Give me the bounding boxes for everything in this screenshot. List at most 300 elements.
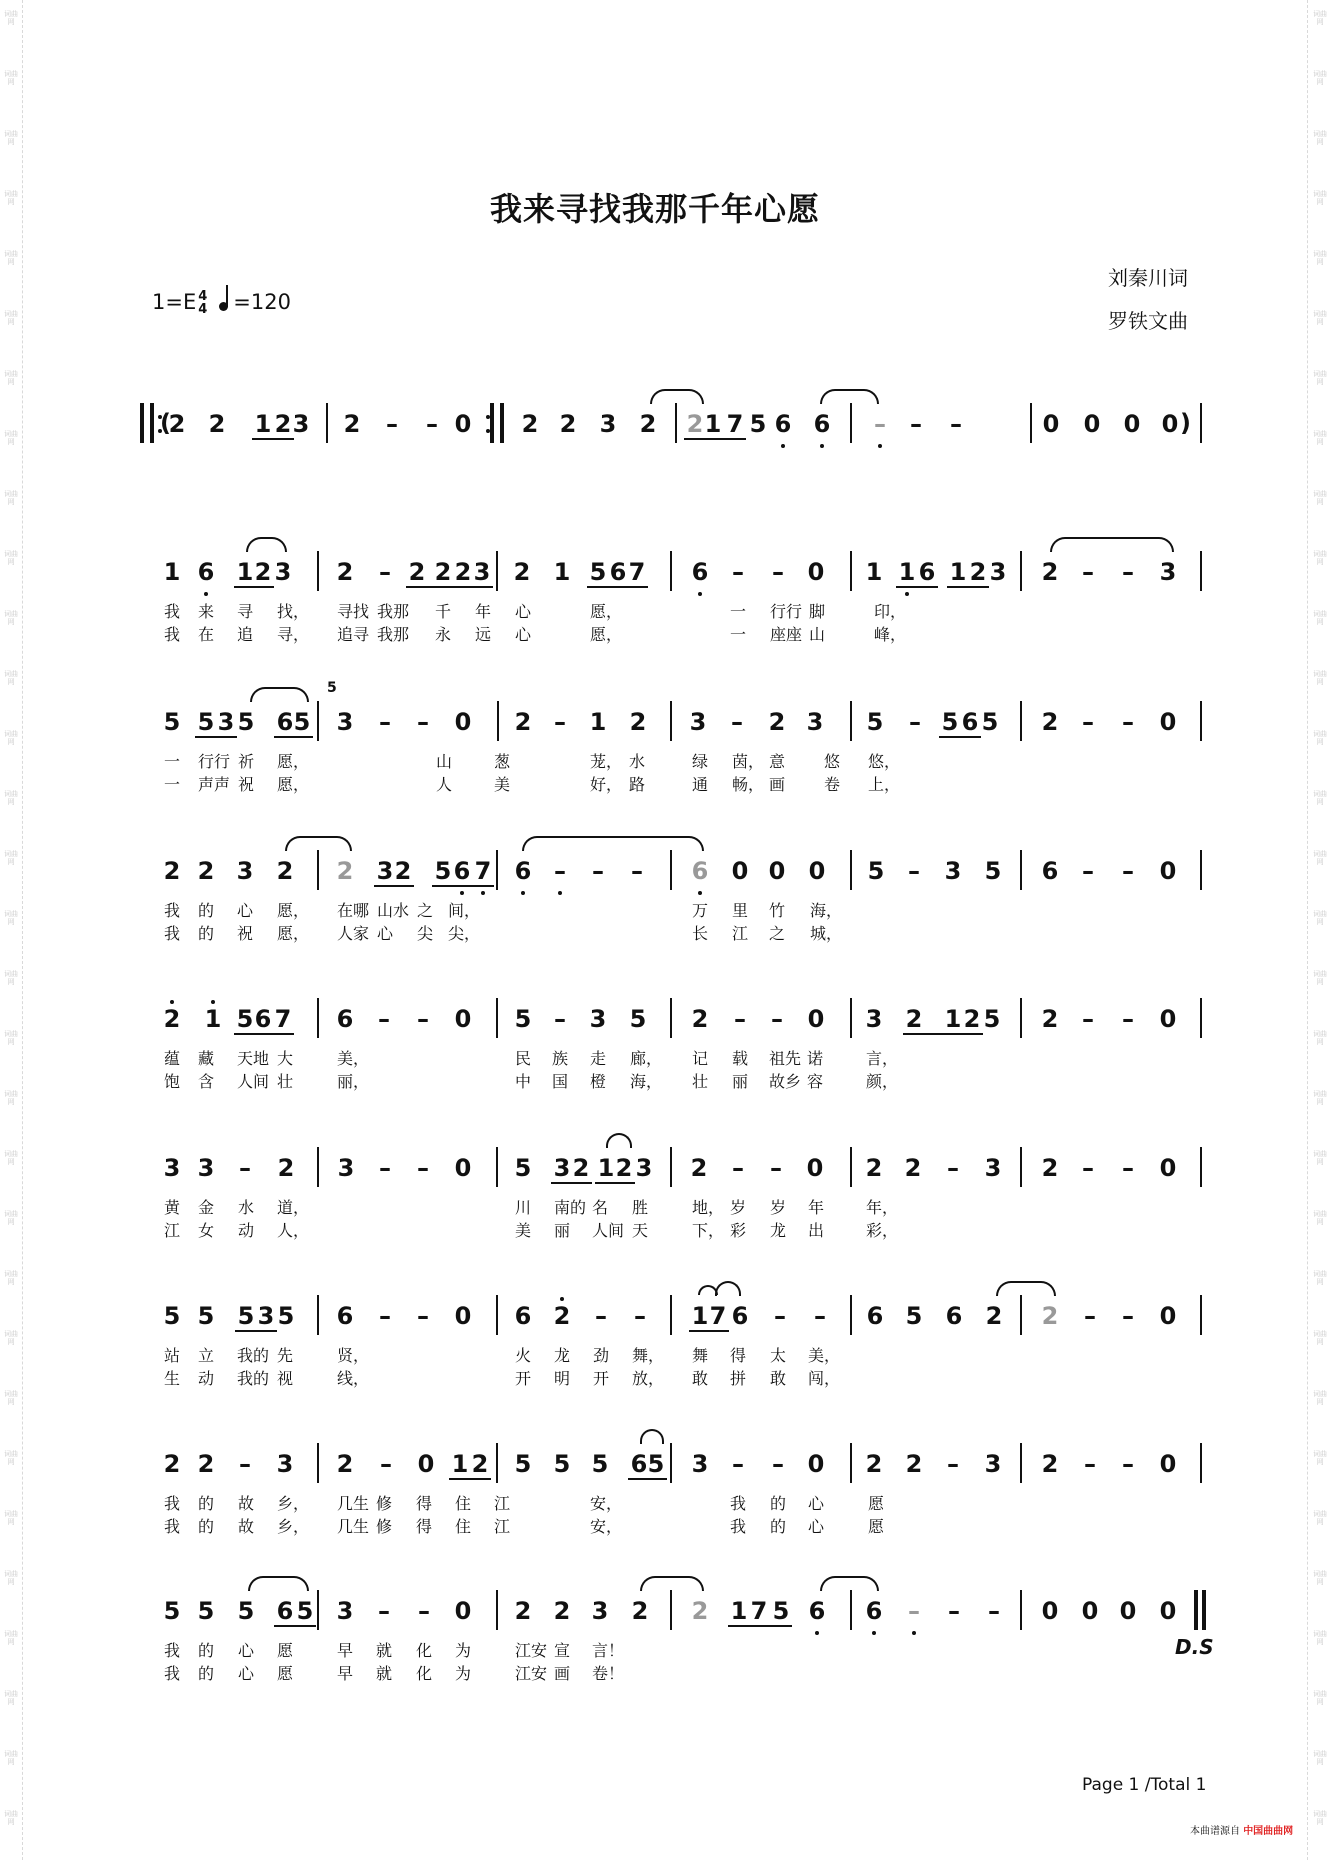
lyric-syllable: 尖， bbox=[448, 924, 481, 943]
lyric-syllable: 视 bbox=[277, 1369, 294, 1388]
lyric-syllable: 祝 bbox=[237, 924, 254, 943]
lyric-syllable: 生 bbox=[164, 1369, 181, 1388]
lyric-syllable: 上， bbox=[868, 775, 901, 794]
bar-line bbox=[1020, 850, 1022, 890]
lyric-syllable: 路 bbox=[629, 775, 646, 794]
watermark-text: 词曲网 bbox=[1313, 310, 1327, 326]
note: – bbox=[417, 1302, 429, 1330]
note: – bbox=[1082, 708, 1094, 736]
lyric-syllable: 祈 bbox=[238, 752, 255, 771]
lyric-syllable: 修 bbox=[376, 1517, 393, 1536]
bar-line bbox=[670, 850, 672, 890]
note: – bbox=[417, 1005, 429, 1033]
lyric-syllable: 龙 bbox=[554, 1346, 571, 1365]
bar-line bbox=[317, 701, 319, 741]
lyric-syllable: 得 bbox=[730, 1346, 747, 1365]
note: 7 bbox=[628, 558, 646, 586]
watermark-text: 词曲网 bbox=[1313, 1630, 1327, 1646]
lyric-syllable: 住 bbox=[455, 1494, 472, 1513]
lyric-syllable: 舞 bbox=[692, 1346, 709, 1365]
lower-octave-dot bbox=[912, 1631, 916, 1635]
note: – bbox=[417, 708, 429, 736]
lyric-syllable: 记 bbox=[692, 1049, 709, 1068]
lyric-syllable: 壮 bbox=[277, 1072, 294, 1091]
note: 7 bbox=[726, 410, 744, 438]
note: 2 bbox=[969, 558, 987, 586]
note: 3 bbox=[217, 708, 235, 736]
watermark-text: 词曲网 bbox=[4, 1510, 18, 1526]
note: 1 bbox=[865, 558, 883, 586]
note: 2 bbox=[1041, 1154, 1059, 1182]
note: 0 bbox=[1159, 1450, 1177, 1478]
note: 2 bbox=[336, 558, 354, 586]
lyric-syllable: 的 bbox=[198, 1664, 215, 1683]
lyric-syllable: 出 bbox=[808, 1221, 825, 1240]
note: – bbox=[1084, 1450, 1096, 1478]
lyric-syllable: 故乡 bbox=[769, 1072, 802, 1091]
bar-line bbox=[1200, 998, 1202, 1038]
note: 0 bbox=[454, 708, 472, 736]
bar-line bbox=[317, 1295, 319, 1335]
note: 2 bbox=[471, 1450, 489, 1478]
note: 2 bbox=[343, 410, 361, 438]
time-signature bbox=[198, 290, 207, 316]
beam-underline bbox=[234, 1033, 294, 1035]
bar-line bbox=[1200, 701, 1202, 741]
note: 3 bbox=[473, 558, 491, 586]
note: 5 bbox=[296, 1597, 314, 1625]
bar-line bbox=[1020, 1443, 1022, 1483]
bar-line bbox=[670, 1590, 672, 1630]
note: – bbox=[1122, 857, 1134, 885]
ds-mark: D.S bbox=[1175, 1635, 1214, 1659]
lyric-syllable: 人间 bbox=[237, 1072, 270, 1091]
note: 5 bbox=[277, 1302, 295, 1330]
watermark-text: 词曲网 bbox=[1313, 850, 1327, 866]
lyric-syllable: 一 bbox=[164, 775, 181, 794]
note: 6 bbox=[813, 410, 831, 438]
note: 3 bbox=[984, 1154, 1002, 1182]
lyric-syllable: 中 bbox=[515, 1072, 532, 1091]
note: 0 bbox=[417, 1450, 435, 1478]
lyric-syllable: 住 bbox=[455, 1517, 472, 1536]
note: – bbox=[1082, 558, 1094, 586]
lyric-syllable: 国 bbox=[552, 1072, 569, 1091]
lyric-syllable: 心 bbox=[515, 625, 532, 644]
note: 2 bbox=[639, 410, 657, 438]
tie-slur bbox=[250, 687, 309, 702]
lower-octave-dot bbox=[815, 1631, 819, 1635]
lyric-syllable: 在哪 bbox=[337, 901, 370, 920]
lyric-syllable: 乡， bbox=[277, 1517, 310, 1536]
lyric-syllable: 我 bbox=[164, 1641, 181, 1660]
lyric-syllable: 太 bbox=[770, 1346, 787, 1365]
lyric-syllable: 行行 bbox=[198, 752, 231, 771]
note: 2 bbox=[904, 1154, 922, 1182]
bar-line bbox=[317, 1147, 319, 1187]
watermark-text: 词曲网 bbox=[4, 1270, 18, 1286]
note: 2 bbox=[521, 410, 539, 438]
lyric-syllable: 愿， bbox=[590, 625, 623, 644]
lyric-syllable: 丽 bbox=[732, 1072, 749, 1091]
note: 1 bbox=[691, 1302, 709, 1330]
note: 3 bbox=[689, 708, 707, 736]
lyric-syllable: 开 bbox=[515, 1369, 532, 1388]
note: 3 bbox=[589, 1005, 607, 1033]
bar-line bbox=[500, 403, 504, 443]
note: 0 bbox=[454, 1154, 472, 1182]
note: 2 bbox=[1041, 1005, 1059, 1033]
lyric-syllable: 闯， bbox=[808, 1369, 841, 1388]
note: 0 bbox=[807, 1450, 825, 1478]
note: 0 bbox=[1159, 1597, 1177, 1625]
lyric-syllable: 开 bbox=[593, 1369, 610, 1388]
note: 6 bbox=[918, 558, 936, 586]
note: 3 bbox=[691, 1450, 709, 1478]
note: – bbox=[1122, 1302, 1134, 1330]
note: 0 bbox=[1041, 1597, 1059, 1625]
bar-line bbox=[496, 1295, 498, 1335]
lyric-syllable: 愿， bbox=[277, 775, 310, 794]
bar-line bbox=[496, 1443, 498, 1483]
note: 3 bbox=[635, 1154, 653, 1182]
lyric-syllable: 来 bbox=[198, 602, 215, 621]
note: – bbox=[1082, 857, 1094, 885]
note: – bbox=[239, 1450, 251, 1478]
lyric-syllable: 卷 bbox=[824, 775, 841, 794]
beam-underline bbox=[551, 1182, 592, 1184]
bar-line bbox=[317, 1443, 319, 1483]
lyric-syllable: 行行 bbox=[770, 602, 803, 621]
watermark-text: 词曲网 bbox=[4, 1210, 18, 1226]
note: 5 bbox=[981, 708, 999, 736]
lyric-syllable: 丽， bbox=[337, 1072, 370, 1091]
note: 0 bbox=[731, 857, 749, 885]
note: 6 bbox=[774, 410, 792, 438]
lyric-syllable: 我的 bbox=[237, 1346, 270, 1365]
note: 2 bbox=[629, 708, 647, 736]
lyric-syllable: 之 bbox=[417, 901, 434, 920]
note: 5 bbox=[647, 1450, 665, 1478]
note: – bbox=[378, 1597, 390, 1625]
bar-line bbox=[850, 998, 852, 1038]
lyric-syllable: 年， bbox=[866, 1198, 899, 1217]
note: 7 bbox=[474, 857, 492, 885]
lyric-syllable: 寻 bbox=[237, 602, 254, 621]
lyric-syllable: 永 bbox=[435, 625, 452, 644]
watermark-text: 词曲网 bbox=[4, 910, 18, 926]
watermark-text: 词曲网 bbox=[4, 550, 18, 566]
watermark-text: 词曲网 bbox=[1313, 1390, 1327, 1406]
tie-slur bbox=[606, 1133, 632, 1148]
lyric-syllable: 几生 bbox=[337, 1494, 370, 1513]
lyric-syllable: 的 bbox=[770, 1517, 787, 1536]
note: 3 bbox=[944, 857, 962, 885]
note: 1 bbox=[704, 410, 722, 438]
note: – bbox=[554, 857, 566, 885]
note: 6 bbox=[514, 1302, 532, 1330]
lyric-syllable: 美 bbox=[515, 1221, 532, 1240]
lyric-syllable: 江 bbox=[164, 1221, 181, 1240]
bar-line bbox=[1020, 701, 1022, 741]
watermark-text: 词曲网 bbox=[1313, 610, 1327, 626]
tie-slur bbox=[522, 836, 704, 851]
note: – bbox=[379, 708, 391, 736]
lyric-syllable: 愿， bbox=[277, 901, 310, 920]
lyric-syllable: 乡， bbox=[277, 1494, 310, 1513]
note: – bbox=[378, 1005, 390, 1033]
note: 5 bbox=[163, 1597, 181, 1625]
note: 3 bbox=[274, 558, 292, 586]
watermark-text: 词曲网 bbox=[4, 670, 18, 686]
upper-octave-dot bbox=[211, 1000, 215, 1004]
beam-underline bbox=[939, 736, 981, 738]
lyric-syllable: 动 bbox=[198, 1369, 215, 1388]
watermark-text: 词曲网 bbox=[4, 1750, 18, 1766]
note: 2 bbox=[905, 1450, 923, 1478]
lyric-syllable: 追寻 bbox=[337, 625, 370, 644]
lyric-syllable: 心 bbox=[377, 924, 394, 943]
bar-line bbox=[1020, 1295, 1022, 1335]
bar-line bbox=[490, 403, 494, 443]
lyric-syllable: 在 bbox=[198, 625, 215, 644]
watermark-text: 词曲网 bbox=[4, 730, 18, 746]
watermark-text: 词曲网 bbox=[1313, 1810, 1327, 1826]
note: 6 bbox=[336, 1302, 354, 1330]
note: 3 bbox=[336, 708, 354, 736]
note: 5 bbox=[163, 1302, 181, 1330]
lyric-syllable: 寻找 bbox=[337, 602, 370, 621]
lyric-syllable: 川 bbox=[515, 1198, 532, 1217]
note: – bbox=[732, 1154, 744, 1182]
note: – bbox=[379, 1154, 391, 1182]
note: – bbox=[1122, 1005, 1134, 1033]
lyric-syllable: 得 bbox=[416, 1517, 433, 1536]
beam-underline bbox=[406, 586, 454, 588]
note: 5 bbox=[941, 708, 959, 736]
tie-slur bbox=[285, 836, 352, 851]
lower-octave-dot bbox=[558, 891, 562, 895]
lyric-syllable: 祝 bbox=[238, 775, 255, 794]
lower-octave-dot bbox=[872, 1631, 876, 1635]
lyric-syllable: 找， bbox=[277, 602, 310, 621]
beam-underline bbox=[234, 586, 274, 588]
watermark-text: 词曲网 bbox=[1313, 1090, 1327, 1106]
beam-underline bbox=[452, 586, 493, 588]
lyric-syllable: 龙 bbox=[770, 1221, 787, 1240]
watermark-text: 词曲网 bbox=[1313, 190, 1327, 206]
note: 2 bbox=[865, 1450, 883, 1478]
bar-line bbox=[850, 551, 852, 591]
lyric-syllable: 海， bbox=[630, 1072, 663, 1091]
note: 2 bbox=[514, 708, 532, 736]
note: – bbox=[1084, 1302, 1096, 1330]
note: 1 bbox=[204, 1005, 222, 1033]
note: 2 bbox=[1041, 708, 1059, 736]
note: 1 bbox=[163, 558, 181, 586]
note: 2 bbox=[985, 1302, 1003, 1330]
beam-underline bbox=[274, 1625, 316, 1627]
lyric-syllable: 声声 bbox=[198, 775, 231, 794]
note: 0 bbox=[1119, 1597, 1137, 1625]
note: 2 bbox=[408, 558, 426, 586]
lyric-syllable: 脚 bbox=[809, 602, 826, 621]
note: 6 bbox=[1041, 857, 1059, 885]
note: – bbox=[988, 1597, 1000, 1625]
note: 3 bbox=[337, 1154, 355, 1182]
repeat-dot bbox=[486, 415, 490, 419]
note: 3 bbox=[163, 1154, 181, 1182]
note: 5 bbox=[514, 1154, 532, 1182]
watermark-text: 词曲网 bbox=[1313, 1330, 1327, 1346]
watermark-text: 词曲网 bbox=[1313, 1450, 1327, 1466]
bar-line bbox=[1202, 1590, 1206, 1630]
note: 6 bbox=[453, 857, 471, 885]
note: 1 bbox=[949, 558, 967, 586]
watermark-text: 词曲网 bbox=[4, 610, 18, 626]
lyric-syllable: 立 bbox=[198, 1346, 215, 1365]
note: – bbox=[1122, 708, 1134, 736]
watermark-text: 词曲网 bbox=[1313, 550, 1327, 566]
note: 2 bbox=[208, 410, 226, 438]
note: 2 bbox=[690, 1154, 708, 1182]
watermark-text: 词曲网 bbox=[1313, 1030, 1327, 1046]
lyric-syllable: 饱 bbox=[164, 1072, 181, 1091]
note: – bbox=[909, 708, 921, 736]
beam-underline bbox=[595, 1182, 635, 1184]
lower-octave-dot bbox=[481, 891, 485, 895]
lyric-syllable: 心 bbox=[515, 602, 532, 621]
watermark-text: 词曲网 bbox=[1313, 670, 1327, 686]
lyric-syllable: 化 bbox=[416, 1664, 433, 1683]
note: 6 bbox=[514, 857, 532, 885]
lyric-syllable: 敢 bbox=[692, 1369, 709, 1388]
bar-line bbox=[140, 403, 144, 443]
bar-line bbox=[150, 403, 154, 443]
watermark-text: 词曲网 bbox=[1313, 1690, 1327, 1706]
note: 3 bbox=[257, 1302, 275, 1330]
lyric-syllable: 壮 bbox=[692, 1072, 709, 1091]
lyric-syllable: 就 bbox=[376, 1664, 393, 1683]
tie-slur bbox=[248, 1576, 309, 1591]
lyric-syllable: 人间 bbox=[592, 1221, 625, 1240]
bar-line bbox=[850, 1295, 852, 1335]
bar-line bbox=[317, 551, 319, 591]
lyric-syllable: 城， bbox=[810, 924, 843, 943]
note: – bbox=[554, 708, 566, 736]
bar-line bbox=[670, 1295, 672, 1335]
note: 3 bbox=[197, 1154, 215, 1182]
note: 5 bbox=[237, 1597, 255, 1625]
lyric-syllable: 放， bbox=[632, 1369, 665, 1388]
lyric-syllable: 我 bbox=[164, 1517, 181, 1536]
note: – bbox=[772, 558, 784, 586]
lyric-syllable: 愿 bbox=[868, 1494, 885, 1513]
beam-underline bbox=[896, 586, 938, 588]
lyric-syllable: 人 bbox=[436, 775, 453, 794]
note: 6 bbox=[630, 1450, 648, 1478]
lyric-syllable: 安， bbox=[590, 1494, 623, 1513]
lyric-syllable: 江 bbox=[494, 1494, 511, 1513]
lyric-syllable: 江安 bbox=[515, 1664, 548, 1683]
watermark-text: 词曲网 bbox=[4, 70, 18, 86]
lyric-syllable: 劲 bbox=[593, 1346, 610, 1365]
tie-slur bbox=[640, 1429, 664, 1444]
note: – bbox=[595, 1302, 607, 1330]
note: 5 bbox=[983, 1005, 1001, 1033]
note: – bbox=[947, 1154, 959, 1182]
watermark-text: 词曲网 bbox=[1313, 370, 1327, 386]
lyric-syllable: 拼 bbox=[730, 1369, 747, 1388]
note: – bbox=[734, 1005, 746, 1033]
lyric-syllable: 的 bbox=[198, 1641, 215, 1660]
bar-line bbox=[670, 551, 672, 591]
note: 2 bbox=[865, 1154, 883, 1182]
lyric-syllable: 心 bbox=[238, 1641, 255, 1660]
note: 3 bbox=[376, 857, 394, 885]
tie-slur bbox=[996, 1281, 1056, 1296]
note: – bbox=[634, 1302, 646, 1330]
note: 0 bbox=[454, 1302, 472, 1330]
note: 5 bbox=[197, 1302, 215, 1330]
lyric-syllable: 印， bbox=[874, 602, 907, 621]
lyric-syllable: 心 bbox=[808, 1494, 825, 1513]
lyric-syllable: 一 bbox=[164, 752, 181, 771]
note: 7 bbox=[750, 1597, 768, 1625]
lyric-syllable: 年 bbox=[808, 1198, 825, 1217]
watermark-text: 词曲网 bbox=[1313, 1270, 1327, 1286]
note: 2 bbox=[615, 1154, 633, 1182]
lyric-syllable: 道， bbox=[277, 1198, 310, 1217]
intro-parenthesis: ) bbox=[1180, 409, 1191, 437]
lyric-syllable: 通 bbox=[692, 775, 709, 794]
note: – bbox=[386, 410, 398, 438]
lower-octave-dot bbox=[460, 891, 464, 895]
note: 0 bbox=[1159, 708, 1177, 736]
note: – bbox=[631, 857, 643, 885]
beam-underline bbox=[374, 885, 414, 887]
repeat-dot bbox=[486, 429, 490, 433]
watermark-text: 词曲网 bbox=[4, 310, 18, 326]
upper-octave-dot bbox=[170, 1000, 174, 1004]
note: – bbox=[814, 1302, 826, 1330]
note: 6 bbox=[609, 558, 627, 586]
lyric-syllable: 金 bbox=[198, 1198, 215, 1217]
tie-slur bbox=[820, 1576, 879, 1591]
beam-underline bbox=[689, 1330, 729, 1332]
note: 2 bbox=[197, 857, 215, 885]
bar-line bbox=[326, 403, 328, 443]
note: 2 bbox=[514, 1597, 532, 1625]
bar-line bbox=[1020, 551, 1022, 591]
bar-line bbox=[850, 1443, 852, 1483]
beam-underline bbox=[195, 736, 237, 738]
lyric-syllable: 言， bbox=[866, 1049, 899, 1068]
note: 6 bbox=[945, 1302, 963, 1330]
note: – bbox=[908, 1597, 920, 1625]
lyric-syllable: 一 bbox=[730, 625, 747, 644]
beam-underline bbox=[252, 438, 294, 440]
upper-octave-dot bbox=[560, 1297, 564, 1301]
note: 2 bbox=[905, 1005, 923, 1033]
note: 2 bbox=[631, 1597, 649, 1625]
watermark-text: 词曲网 bbox=[4, 850, 18, 866]
note: 2 bbox=[1041, 1302, 1059, 1330]
lyric-syllable: 远 bbox=[475, 625, 492, 644]
lyric-syllable: 的 bbox=[198, 1494, 215, 1513]
note: 0 bbox=[454, 1005, 472, 1033]
watermark-text: 词曲网 bbox=[4, 430, 18, 446]
